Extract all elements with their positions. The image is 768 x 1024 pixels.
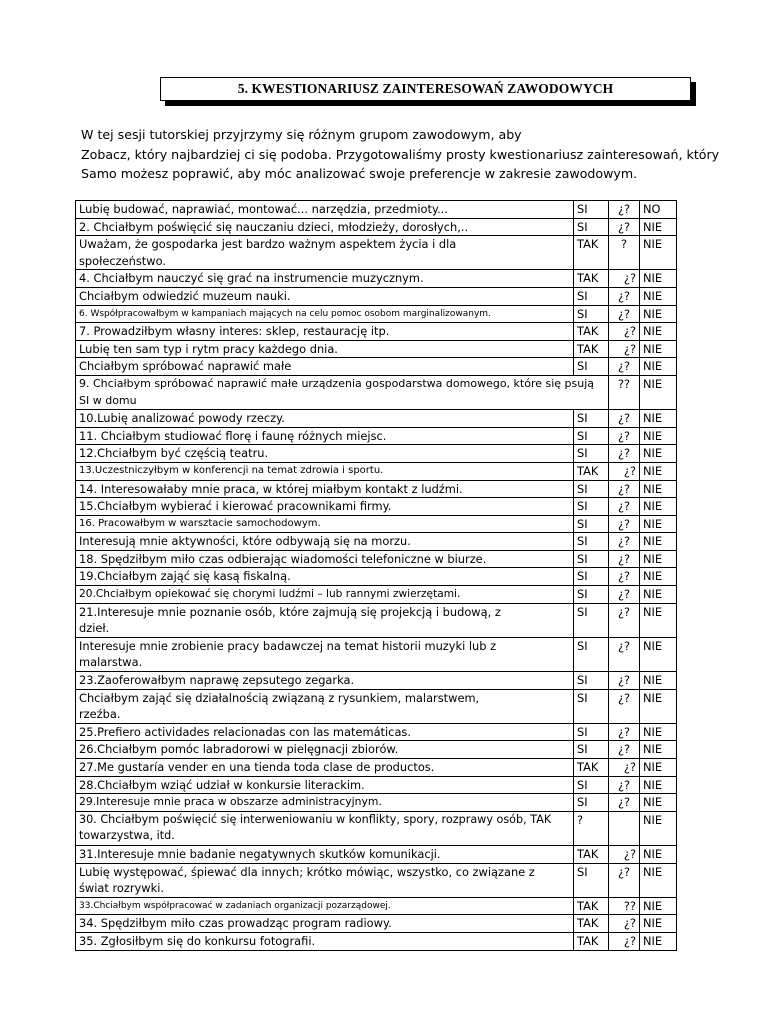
answer-yes[interactable]: SI xyxy=(574,305,609,323)
answer-unsure[interactable]: ¿? xyxy=(609,201,640,219)
answer-no[interactable]: NIE xyxy=(640,915,677,933)
question-text: Lubię występować, śpiewać dla innych; krótko mówiąc, wszystko, co związane z świat rozrywki. xyxy=(76,863,574,897)
answer-no[interactable]: NIE xyxy=(640,462,677,480)
question-text: 30. Chciałbym poświęcić się interweniowaniu w konflikty, spory, rozprawy osób, TAK towarzystwa, itd. xyxy=(76,811,574,845)
question-text: 23.Zaoferowałbym naprawę zepsutego zegarka. xyxy=(76,672,574,690)
answer-yes[interactable]: TAK xyxy=(574,915,609,933)
answer-yes[interactable]: TAK xyxy=(574,270,609,288)
table-row xyxy=(76,270,677,288)
answer-no[interactable]: NIE xyxy=(640,533,677,551)
answer-unsure[interactable]: ¿? xyxy=(609,427,640,445)
answer-yes[interactable]: TAK xyxy=(574,897,609,915)
answer-yes[interactable]: TAK xyxy=(574,845,609,863)
answer-unsure[interactable]: ¿? xyxy=(609,915,640,933)
answer-yes[interactable]: SI xyxy=(574,586,609,604)
answer-yes[interactable]: SI xyxy=(574,741,609,759)
table-row xyxy=(76,759,677,777)
answer-no[interactable]: NIE xyxy=(640,323,677,341)
table-row xyxy=(76,586,677,604)
question-text: 18. Spędziłbym miło czas odbierając wiadomości telefoniczne w biurze. xyxy=(76,550,574,568)
question-text: 2. Chciałbym poświęcić się nauczaniu dzieci, młodzieży, dorosłych,.. xyxy=(76,218,574,236)
question-text: 6. Współpracowałbym w kampaniach mających na celu pomoc osobom marginalizowanym. xyxy=(76,305,574,323)
answer-yes[interactable]: SI xyxy=(574,445,609,463)
answer-yes[interactable]: SI xyxy=(574,723,609,741)
answer-yes[interactable]: SI xyxy=(574,863,609,897)
answer-no[interactable]: NIE xyxy=(640,759,677,777)
table-row xyxy=(76,287,677,305)
table-row xyxy=(76,218,677,236)
question-text: 28.Chciałbym wziąć udział w konkursie literackim. xyxy=(76,776,574,794)
table-row xyxy=(76,568,677,586)
question-text: Uważam, że gospodarka jest bardzo ważnym aspektem życia i dla społeczeństwo. xyxy=(76,236,574,270)
question-text: 13.Uczestniczyłbym w konferencji na temat zdrowia i sportu. xyxy=(76,462,574,480)
answer-no[interactable]: NIE xyxy=(640,741,677,759)
table-row xyxy=(76,427,677,445)
answer-no[interactable]: NIE xyxy=(640,550,677,568)
table-row xyxy=(76,236,677,270)
answer-yes[interactable]: SI xyxy=(574,498,609,516)
table-row xyxy=(76,462,677,480)
intro-paragraph xyxy=(81,125,731,184)
answer-no[interactable]: NIE xyxy=(640,603,677,637)
answer-no[interactable]: NIE xyxy=(640,845,677,863)
table-row xyxy=(76,863,677,897)
answer-no[interactable]: NIE xyxy=(640,480,677,498)
table-row xyxy=(76,741,677,759)
answer-yes[interactable]: SI xyxy=(574,480,609,498)
table-row xyxy=(76,201,677,219)
table-row xyxy=(76,550,677,568)
intro-line: W tej sesji tutorskiej przyjrzymy się różnym grupom zawodowym, aby xyxy=(81,127,522,142)
answer-unsure[interactable]: ¿? xyxy=(609,689,640,723)
answer-no[interactable]: NIE xyxy=(640,776,677,794)
answer-yes[interactable]: TAK xyxy=(574,340,609,358)
answer-unsure[interactable]: ¿? xyxy=(609,515,640,533)
answer-no[interactable]: NIE xyxy=(640,932,677,950)
answer-no[interactable]: NIE xyxy=(640,358,677,376)
question-text: 12.Chciałbym być częścią teatru. xyxy=(76,445,574,463)
question-text: 10.Lubię analizować powody rzeczy. xyxy=(76,410,574,428)
questionnaire-table xyxy=(75,200,677,951)
answer-unsure[interactable]: ?? xyxy=(609,375,640,409)
answer-unsure[interactable]: ¿? xyxy=(609,498,640,516)
table-row xyxy=(76,845,677,863)
answer-yes[interactable]: SI xyxy=(574,427,609,445)
table-row xyxy=(76,480,677,498)
question-text: Chciałbym zająć się działalnością związaną z rysunkiem, malarstwem, rzeźba. xyxy=(76,689,574,723)
answer-unsure[interactable]: ¿? xyxy=(609,340,640,358)
table-row xyxy=(76,340,677,358)
answer-unsure[interactable]: ¿? xyxy=(609,568,640,586)
answer-unsure[interactable]: ¿? xyxy=(609,759,640,777)
answer-yes[interactable]: SI xyxy=(574,689,609,723)
answer-yes[interactable]: TAK xyxy=(574,236,609,270)
answer-no[interactable]: NIE xyxy=(640,340,677,358)
answer-no[interactable]: NIE xyxy=(640,689,677,723)
answer-no[interactable]: NIE xyxy=(640,236,677,270)
answer-unsure[interactable]: ¿? xyxy=(609,410,640,428)
answer-yes[interactable]: SI xyxy=(574,672,609,690)
answer-unsure[interactable]: ¿? xyxy=(609,462,640,480)
answer-unsure[interactable]: ¿? xyxy=(609,723,640,741)
answer-no[interactable]: NIE xyxy=(640,445,677,463)
question-text: Interesują mnie aktywności, które odbywają się na morzu. xyxy=(76,533,574,551)
answer-yes[interactable]: SI xyxy=(574,218,609,236)
answer-unsure[interactable]: ¿? xyxy=(609,287,640,305)
answer-no[interactable]: NIE xyxy=(640,586,677,604)
table-row xyxy=(76,515,677,533)
table-row xyxy=(76,915,677,933)
question-text: 25.Prefiero actividades relacionadas con las matemáticas. xyxy=(76,723,574,741)
answer-no[interactable]: NIE xyxy=(640,427,677,445)
table-row xyxy=(76,811,677,845)
question-text: 27.Me gustaría vender en una tienda toda clase de productos. xyxy=(76,759,574,777)
answer-unsure[interactable]: ¿? xyxy=(609,863,640,897)
table-row xyxy=(76,776,677,794)
answer-yes[interactable]: ? xyxy=(574,811,609,845)
answer-unsure[interactable]: ¿? xyxy=(609,794,640,812)
answer-no[interactable]: NIE xyxy=(640,568,677,586)
table-row xyxy=(76,672,677,690)
answer-yes[interactable]: TAK xyxy=(574,932,609,950)
answer-no[interactable]: NIE xyxy=(640,305,677,323)
answer-unsure[interactable]: ¿? xyxy=(609,637,640,671)
answer-no[interactable]: NIE xyxy=(640,287,677,305)
question-text: 26.Chciałbym pomóc labradorowi w pielęgnacji zbiorów. xyxy=(76,741,574,759)
answer-yes[interactable]: SI xyxy=(574,794,609,812)
answer-unsure[interactable]: ¿? xyxy=(609,550,640,568)
answer-unsure[interactable]: ¿? xyxy=(609,323,640,341)
answer-unsure[interactable]: ? xyxy=(609,236,640,270)
answer-yes[interactable]: SI xyxy=(574,776,609,794)
answer-yes[interactable]: SI xyxy=(574,410,609,428)
answer-yes[interactable]: TAK xyxy=(574,323,609,341)
answer-no[interactable]: NIE xyxy=(640,498,677,516)
table-row xyxy=(76,410,677,428)
answer-unsure[interactable]: ¿? xyxy=(609,305,640,323)
table-row xyxy=(76,323,677,341)
answer-no[interactable]: NIE xyxy=(640,637,677,671)
table-row xyxy=(76,358,677,376)
question-text: 34. Spędziłbym miło czas prowadząc program radiowy. xyxy=(76,915,574,933)
answer-no[interactable]: NIE xyxy=(640,218,677,236)
answer-no[interactable]: NIE xyxy=(640,270,677,288)
answer-unsure[interactable]: ¿? xyxy=(609,776,640,794)
answer-yes[interactable]: SI xyxy=(574,358,609,376)
answer-no[interactable]: NIE xyxy=(640,515,677,533)
table-row xyxy=(76,794,677,812)
intro-line: Samo możesz poprawić, aby móc analizować swoje preferencje w zakresie zawodowym. xyxy=(81,166,638,181)
answer-unsure[interactable]: ¿? xyxy=(609,218,640,236)
answer-unsure[interactable]: ¿? xyxy=(609,533,640,551)
answer-unsure[interactable]: ¿? xyxy=(609,270,640,288)
answer-yes[interactable]: SI xyxy=(574,637,609,671)
question-text: 19.Chciałbym zająć się kasą fiskalną. xyxy=(76,568,574,586)
answer-no[interactable]: NIE xyxy=(640,897,677,915)
table-row xyxy=(76,932,677,950)
questionnaire-title: 5. KWESTIONARIUSZ ZAINTERESOWAŃ ZAWODOWYCH xyxy=(160,77,691,101)
question-text: 35. Zgłosiłbym się do konkursu fotografii. xyxy=(76,932,574,950)
question-text: 33.Chciałbym współpracować w zadaniach organizacji pozarządowej. xyxy=(76,897,574,915)
table-row xyxy=(76,375,677,409)
answer-unsure[interactable]: ¿? xyxy=(609,845,640,863)
table-row xyxy=(76,533,677,551)
answer-unsure[interactable]: ?? xyxy=(609,897,640,915)
answer-no[interactable]: NIE xyxy=(640,863,677,897)
answer-unsure[interactable]: ¿? xyxy=(609,586,640,604)
table-row xyxy=(76,603,677,637)
table-row xyxy=(76,723,677,741)
question-text: Lubię ten sam typ i rytm pracy każdego dnia. xyxy=(76,340,574,358)
answer-yes[interactable]: SI xyxy=(574,550,609,568)
answer-unsure[interactable]: ¿? xyxy=(609,480,640,498)
intro-line: Zobacz, który najbardziej ci się podoba. Przygotowaliśmy prosty kwestionariusz zainteresowań, który xyxy=(81,146,720,162)
table-row xyxy=(76,637,677,671)
answer-no[interactable]: NIE xyxy=(640,811,677,845)
answer-unsure[interactable]: ¿? xyxy=(609,741,640,759)
question-text: Lubię budować, naprawiać, montować... narzędzia, przedmioty... xyxy=(76,201,574,219)
answer-yes[interactable]: SI xyxy=(574,533,609,551)
question-text: 16. Pracowałbym w warsztacie samochodowym. xyxy=(76,515,574,533)
answer-unsure[interactable]: ¿? xyxy=(609,445,640,463)
answer-unsure[interactable]: ¿? xyxy=(609,603,640,637)
table-row xyxy=(76,498,677,516)
answer-no[interactable]: NIE xyxy=(640,410,677,428)
question-text: 7. Prowadziłbym własny interes: sklep, restaurację itp. xyxy=(76,323,574,341)
answer-no[interactable]: NIE xyxy=(640,375,677,409)
question-text: Interesuje mnie zrobienie pracy badawczej na temat historii muzyki lub z malarstwa. xyxy=(76,637,574,671)
question-text: 11. Chciałbym studiować florę i faunę różnych miejsc. xyxy=(76,427,574,445)
question-text: 14. Interesowałaby mnie praca, w której miałbym kontakt z ludźmi. xyxy=(76,480,574,498)
answer-unsure[interactable]: ¿? xyxy=(609,358,640,376)
question-text: 4. Chciałbym nauczyć się grać na instrumencie muzycznym. xyxy=(76,270,574,288)
question-text: 31.Interesuje mnie badanie negatywnych skutków komunikacji. xyxy=(76,845,574,863)
answer-yes[interactable]: SI xyxy=(574,201,609,219)
answer-no[interactable]: NIE xyxy=(640,672,677,690)
question-text: 29.Interesuje mnie praca w obszarze administracyjnym. xyxy=(76,794,574,812)
answer-no[interactable]: NIE xyxy=(640,794,677,812)
answer-unsure[interactable]: ¿? xyxy=(609,932,640,950)
answer-yes[interactable]: SI xyxy=(574,568,609,586)
answer-unsure[interactable] xyxy=(609,811,640,845)
answer-unsure[interactable]: ¿? xyxy=(609,672,640,690)
answer-yes[interactable]: TAK xyxy=(574,462,609,480)
question-text: 21.Interesuje mnie poznanie osób, które zajmują się projekcją i budową, z dzieł. xyxy=(76,603,574,637)
answer-no[interactable]: NIE xyxy=(640,723,677,741)
question-text: Chciałbym spróbować naprawić małe xyxy=(76,358,574,376)
question-text: 9. Chciałbym spróbować naprawić małe urządzenia gospodarstwa domowego, które się psują SI w domu xyxy=(76,375,609,409)
table-row xyxy=(76,305,677,323)
answer-yes[interactable]: TAK xyxy=(574,759,609,777)
answer-yes[interactable]: SI xyxy=(574,287,609,305)
question-text: Chciałbym odwiedzić muzeum nauki. xyxy=(76,287,574,305)
question-text: 15.Chciałbym wybierać i kierować pracownikami firmy. xyxy=(76,498,574,516)
answer-yes[interactable]: SI xyxy=(574,515,609,533)
table-row xyxy=(76,897,677,915)
question-text: 20.Chciałbym opiekować się chorymi ludźmi – lub rannymi zwierzętami. xyxy=(76,586,574,604)
answer-no[interactable]: NO xyxy=(640,201,677,219)
answer-yes[interactable]: SI xyxy=(574,603,609,637)
table-row xyxy=(76,689,677,723)
table-row xyxy=(76,445,677,463)
